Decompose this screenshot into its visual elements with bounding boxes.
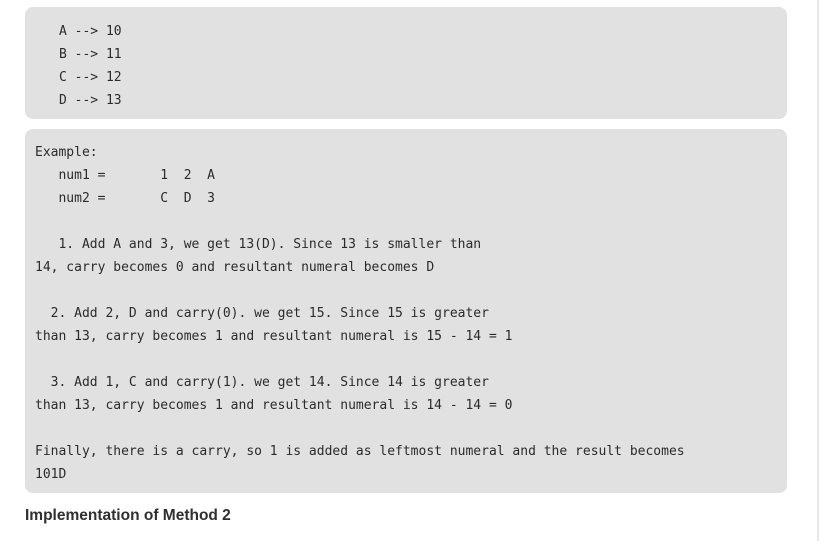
section-heading: Implementation of Method 2: [25, 507, 231, 524]
blank-line: [35, 210, 787, 233]
example-num1: num1 = 1 2 A: [35, 168, 216, 183]
mapping-line-b: B --> 11: [59, 47, 122, 62]
example-step2-line2: than 13, carry becomes 1 and resultant numeral is 15 - 14 = 1: [35, 329, 513, 344]
example-step3-line1: 3. Add 1, C and carry(1). we get 14. Since 14 is greater: [35, 375, 489, 390]
example-final-line1: Finally, there is a carry, so 1 is added as leftmost numeral and the result becomes: [35, 444, 685, 459]
code-block-example: [25, 129, 787, 493]
mapping-line-d: D --> 13: [59, 93, 122, 108]
example-num2: num2 = C D 3: [35, 191, 216, 206]
example-step1-line2: 14, carry becomes 0 and resultant numeral becomes D: [35, 260, 435, 275]
example-step1-line1: 1. Add A and 3, we get 13(D). Since 13 is smaller than: [35, 237, 482, 252]
example-title: Example:: [35, 145, 98, 160]
mapping-line-c: C --> 12: [59, 70, 122, 85]
mapping-line-a: A --> 10: [59, 24, 122, 39]
example-step2-line1: 2. Add 2, D and carry(0). we get 15. Since 15 is greater: [35, 306, 489, 321]
blank-line: [35, 348, 787, 371]
example-final-line2: 101D: [35, 467, 67, 482]
code-block-digit-mapping: [25, 7, 787, 119]
example-step3-line2: than 13, carry becomes 1 and resultant numeral is 14 - 14 = 0: [35, 398, 513, 413]
blank-line: [35, 417, 787, 440]
blank-line: [35, 279, 787, 302]
